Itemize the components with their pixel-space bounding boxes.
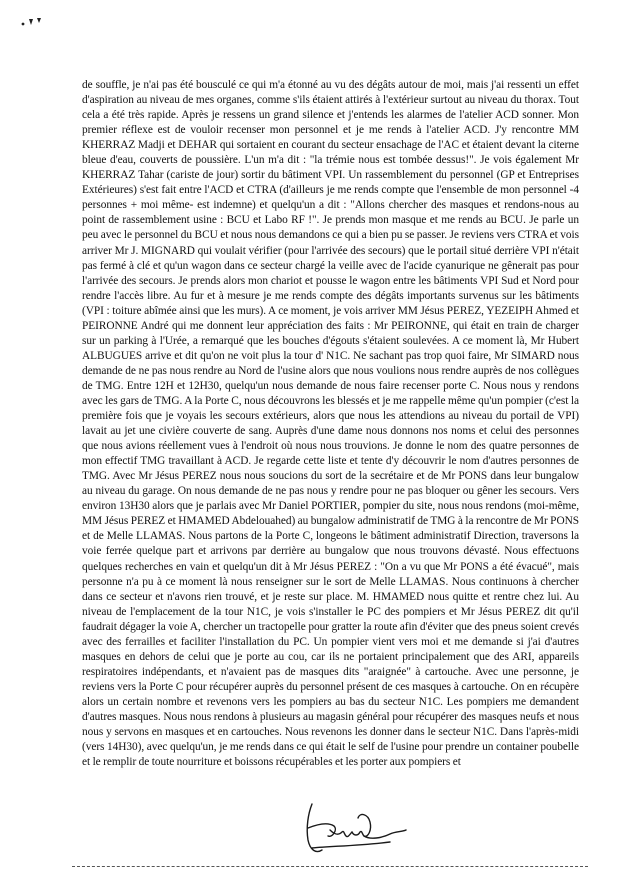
handwritten-signature (298, 800, 410, 862)
bottom-rule (72, 866, 588, 867)
statement-body-text: de souffle, je n'ai pas été bousculé ce qui m'a étonné au vu des dégâts autour de moi, mais j'ai ressenti un effet d'aspiration au niveau de mes organes, comme s'ils étaient attirés à l'extérieur surtout au niveau du thorax. Tout cela a été très rapide. Après je ressens un grand silence et j'entends les alarmes de l'atelier ACD sonner. Mon premier réflexe est de vouloir recenser mon personnel et je me rends à l'atelier ACD. J'y rencontre MM KHERRAZ Madji et DEHAR qui sortaient en courant du secteur ensachage de l'AC et étaient devant la citerne bleue d'eau, couverts de poussière. L'un m'a dit : "la trémie nous est tombée dessus!". Je vois également Mr KHERRAZ Tahar (cariste de jour) sortir du bâtiment VPI. Un rassemblement du personnel (GP et Entreprises Extérieures) s'est fait entre l'ACD et CTRA (d'ailleurs je me rends compte que l'ensemble de mon personnel -4 personnes + moi même- est indemne) et quelqu'un a dit : "Allons chercher des masques et rendons-nous au point de rassemblement usine : BCU et Labo RF !". Je prends mon masque et me rends au BCU. Je parle un peu avec le personnel du BCU et nous nous demandons ce qui a bien pu se passer. Je reviens vers CTRA et vois arriver Mr J. MIGNARD qui voulait vérifier (pour l'arrivée des secours) que le portail situé derrière VPI n'était pas fermé à clé et qu'un wagon dans ce secteur chargé la veille avec de l'acide cyanurique ne gênerait pas pour l'arrivée des secours. Je prends alors mon chariot et pousse le wagon entre les bâtiments VPI Sud et Nord pour rendre l'accès libre. Au fur et à mesure je me rends compte des dégâts importants survenus sur les bâtiments (VPI : toiture abîmée ainsi que les murs). A ce moment, je vois arriver MM Jésus PEREZ, YEZEIPH Ahmed et PEIRONNE André qui me donnent leur appréciation des faits : Mr PEIRONNE, qui était en train de charger sur un parking à l'Urée, a remarqué que les bouches d'égouts s'étaient soulevées. A ce moment là, Mr Hubert ALBUGUES arrive et dit qu'on ne voit plus la tour d' N1C. Ne sachant pas trop quoi faire, Mr SIMARD nous demande de ne pas nous rendre au Nord de l'usine alors que nous voulions nous rendre auprès de nos collègues de TMG. Entre 12H et 12H30, quelqu'un nous demande de nous faire recenser porte C. Nous nous y rendons avec les gars de TMG. A la Porte C, nous découvrons les blessés et je me rappelle même qu'un pompier (c'est la première fois que je voyais les secours extérieurs, alors que nous les attendions au niveau du portail de VPI) lavait au jet une civière couverte de sang. Auprès d'une dame nous donnons nos noms et celui des personnes que nous avions réellement vues à l'endroit où nous nous trouvions. Je donne le nom des quatre personnes de mon effectif TMG travaillant à ACD. Je regarde cette liste et tente d'y découvrir le nom d'autres personnes de TMG. Avec Mr Jésus PEREZ nous nous soucions du sort de la secrétaire et de Mr PONS dans leur bungalow au niveau du garage. On nous demande de ne pas nous y rendre pour ne pas bloquer ou gêner les secours. Vers environ 13H30 alors que je parlais avec Mr Daniel PORTIER, pompier du site, nous nous rendons (moi-même, MM Jésus PEREZ et HMAMED Abdelouahed) au bungalow administratif de TMG à la rencontre de Mr PONS et de Melle LLAMAS. Nous partons de la Porte C, longeons le bâtiment administratif Direction, traversons la voie ferrée quelque part et arrivons par derrière au bungalow que nous trouvons dévasté. Nous effectuons quelques recherches en vain et quelqu'un dit à Mr Jésus PEREZ : "On a vu que Mr PONS a été évacué", mais personne n'a pu à ce moment là nous renseigner sur le sort de Melle LLAMAS. Nous continuons à chercher dans ce secteur et n'avons rien trouvé, et je reste sur place. M. HMAMED nous quitte et rentre chez lui. Au niveau de l'emplacement de la tour N1C, je vois s'installer le PC des pompiers et Mr Jésus PEREZ dit qu'il faudrait dégager la voie A, chercher un tractopelle pour gratter la route afin d'éviter que des pneus soient crevés avec des ferrailles et faciliter l'installation du PC. Un pompier vient vers moi et me demande si j'ai d'autres masques en dehors de celui que je porte au cou, car ils ne portaient principalement que des ARI, appareils respiratoires indépendants, et n'avaient pas de masques dits "araignée" à cartouche. Avec une personne, je reviens vers la Porte C pour récupérer auprès du personnel présent de ces masques à cartouche. On en récupère alors un certain nombre et revenons vers les pompiers au bas du secteur N1C. Les pompiers me demandent d'autres masques. Nous nous rendons à plusieurs au magasin général pour récupérer des masques neufs et nous nous y servons en masques et en cartouches. Nous revenons les donner dans le secteur N1C. Dans l'après-midi (vers 14H30), avec quelqu'un, je me rends dans ce qui était le self de l'usine pour prendre un container poubelle et le remplir de toute nourriture et boissons récupérables et les porter aux pompiers et (82, 79, 579, 769)
corner-mark (20, 16, 46, 32)
corner-mark-glyph (20, 16, 46, 28)
